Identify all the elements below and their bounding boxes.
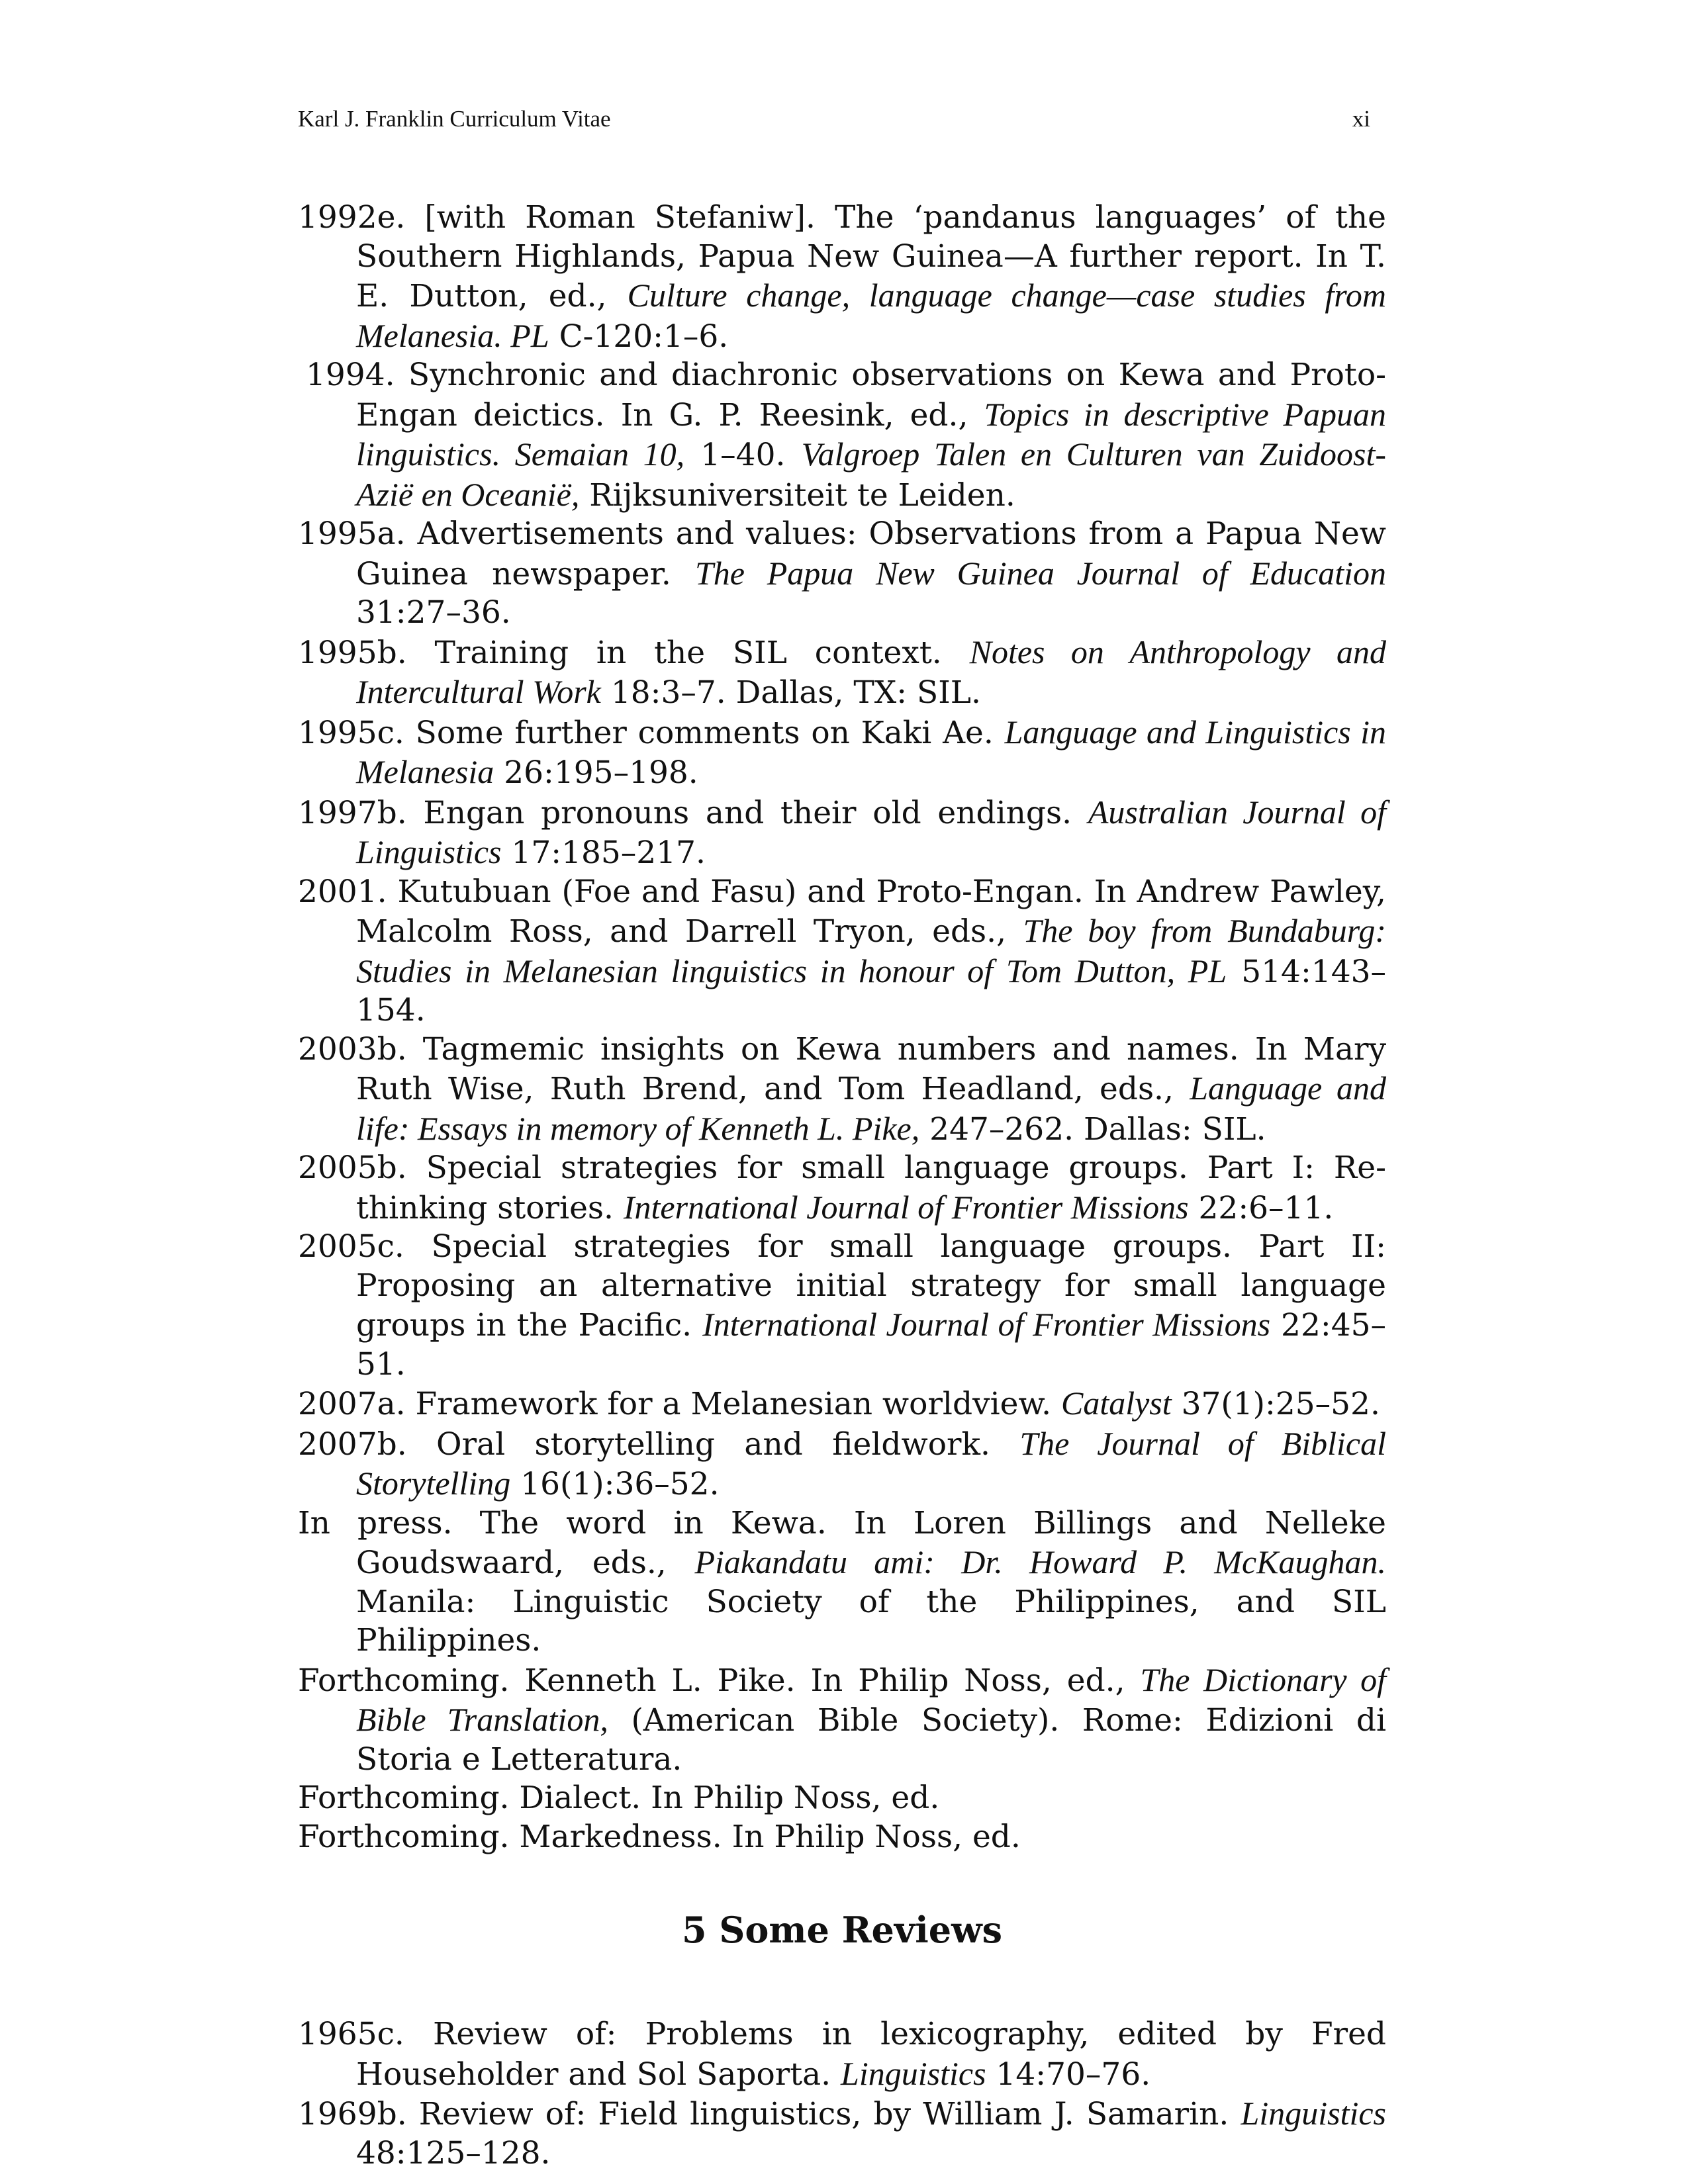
entry-text: 31:27–36. [356,594,511,631]
entry-text: Special strategies for small language groups. Part II: Proposing an alternative initial strategy for small language groups in the Pacific. [356,1228,1386,1343]
entry-text: Kenneth L. Pike. In Philip Noss, ed., [509,1662,1141,1699]
entry-text: 22:6–11. [1188,1189,1334,1226]
entry-title-italic: International Journal of Frontier Missions [702,1306,1271,1343]
publication-entry [298,873,1386,1030]
entry-year: 2005c. [298,1228,404,1265]
entry-year: 1995a. [298,516,406,552]
entry-title-italic: Language and Linguistics in Melanesia [356,713,1387,790]
entry-text: 514:143–154. [356,953,1386,1028]
entry-year: 2007b. [298,1426,407,1463]
entry-title-italic: Topics in descriptive Papuan linguistics. Semaian 10, [356,395,1386,473]
entry-text: Synchronic and diachronic observations on Kewa and Proto-Engan deictics. In G. P. Reesink, ed., [356,357,1386,433]
entry-text: 22:45–51. [356,1307,1386,1383]
entry-title-italic: The Dictionary of Bible Translation, [356,1661,1386,1738]
entry-text: C-120:1–6. [549,318,729,355]
entry-title-italic: Linguistics [841,2054,986,2092]
entry-text: Review of: Problems in lexicography, edited by Fred Householder and Sol Saporta. [356,2016,1386,2093]
entry-title-italic: Notes on Anthropology and Intercultural Work [356,633,1387,710]
entry-text: Dialect. In Philip Noss, ed. [509,1780,940,1816]
entry-text: 247–262. Dallas: SIL. [919,1111,1266,1148]
entry-title-italic: Language and life: Essays in memory of Kenneth L. Pike, [356,1069,1386,1147]
running-head [298,106,1370,135]
entry-text: Kutubuan (Foe and Fasu) and Proto-Engan. In Andrew Pawley, Malcolm Ross, and Darrell Tryon, eds., [356,873,1386,950]
entry-text: Oral storytelling and fieldwork. [406,1426,1020,1463]
entry-text: (American Bible Society). Rome: Edizioni di Storia e Letteratura. [356,1702,1386,1778]
publication-entry [298,1030,1386,1150]
entry-title-italic: Australian Journal of Linguistics [356,793,1386,870]
entry-year: 1994. [306,357,395,393]
entry-text: Advertisements and values: Observations from a Papua New Guinea newspaper. [356,516,1386,592]
publication-entry [298,356,1386,515]
entry-year: Forthcoming. [298,1818,510,1855]
entry-text: Tagmemic insights on Kewa numbers and names. In Mary Ruth Wise, Ruth Brend, and Tom Headland, eds., [356,1030,1386,1107]
entry-title-italic: Culture change, language change—case studies from Melanesia. PL [356,277,1386,354]
publication-entry [298,1228,1386,1384]
publication-entry [298,1818,1386,1857]
entry-year: 1995c. [298,714,404,751]
entry-title-italic: Piakandatu ami: Dr. Howard P. McKaughan. [694,1543,1386,1580]
running-head-title: Karl J. Franklin Curriculum Vitae [298,106,611,132]
publication-entry [298,793,1386,873]
entry-text: Some further comments on Kaki Ae. [404,714,1005,751]
publication-entry [298,199,1386,356]
entry-year: Forthcoming. [298,1662,510,1699]
entry-text: Manila: Linguistic Society of the Philippines, and SIL Philippines. [356,1583,1386,1659]
review-entry [298,2094,1386,2173]
publication-entry [298,1149,1386,1228]
entry-text: 17:185–217. [501,835,706,871]
publication-list [298,199,1386,1856]
entry-year: 1965c. [298,2016,404,2052]
entry-text: [with Roman Stefaniw]. The ‘pandanus languages’ of the Southern Highlands, Papua New Guinea—A further report. In T. E. Dutton, ed., [356,199,1386,314]
publication-entry [298,1779,1386,1818]
page-number: xi [1352,106,1370,132]
entry-year: 1992e. [298,199,406,236]
entry-year: 1997b. [298,794,407,831]
entry-text: 37(1):25–52. [1171,1386,1380,1422]
section-heading-reviews: 5 Some Reviews [681,1909,1003,1951]
entry-text: Framework for a Melanesian worldview. [405,1386,1061,1422]
entry-text: Markedness. In Philip Noss, ed. [509,1818,1021,1855]
entry-title-italic: The Journal of Biblical Storytelling [356,1424,1386,1502]
publication-entry [298,515,1386,633]
entry-text: Training in the SIL context. [406,634,970,671]
entry-text: Special strategies for small language groups. Part I: Re-thinking stories. [356,1150,1386,1226]
page-content [298,199,1386,2173]
entry-year: 2003b. [298,1030,407,1068]
entry-title-italic: Valgroep Talen en Culturen van Zuidoost-Azië en Oceanië, [356,435,1387,513]
entry-year: 1995b. [298,634,407,671]
entry-text: The word in Kewa. In Loren Billings and Nelleke Goudswaard, eds., [356,1504,1387,1581]
entry-text: 14:70–76. [986,2056,1151,2093]
entry-title-italic: Catalyst [1060,1385,1172,1422]
publication-entry [298,1504,1386,1661]
entry-text: Engan pronouns and their old endings. [406,794,1088,831]
publication-entry [298,633,1386,713]
entry-title-italic: Linguistics [1241,2095,1386,2132]
entry-text: 1–40. [684,437,802,473]
entry-text: 48:125–128. [356,2134,551,2171]
entry-year: In press. [298,1504,453,1541]
entry-year: 2007a. [298,1386,406,1422]
publication-entry [298,713,1386,793]
review-entry [298,2015,1386,2094]
publication-entry [298,1424,1386,1504]
entry-text: 26:195–198. [494,754,698,791]
entry-year: 1969b. [298,2096,407,2132]
entry-year: 2005b. [298,1150,407,1186]
entry-title-italic: The Papua New Guinea Journal of Education [695,554,1386,592]
entry-year: Forthcoming. [298,1780,510,1816]
publication-entry [298,1384,1386,1424]
entry-title-italic: The boy from Bundaburg: Studies in Melanesian linguistics in honour of Tom Dutton, PL [356,912,1386,989]
entry-text: Rijksuniversiteit te Leiden. [579,477,1015,514]
review-list [298,2015,1386,2173]
entry-text: 16(1):36–52. [510,1466,720,1502]
entry-text: Review of: Field linguistics, by William J. Samarin. [406,2096,1241,2132]
publication-entry [298,1661,1386,1780]
entry-text: 18:3–7. Dallas, TX: SIL. [600,674,981,711]
entry-year: 2001. [298,873,387,910]
entry-title-italic: International Journal of Frontier Missions [623,1188,1189,1226]
